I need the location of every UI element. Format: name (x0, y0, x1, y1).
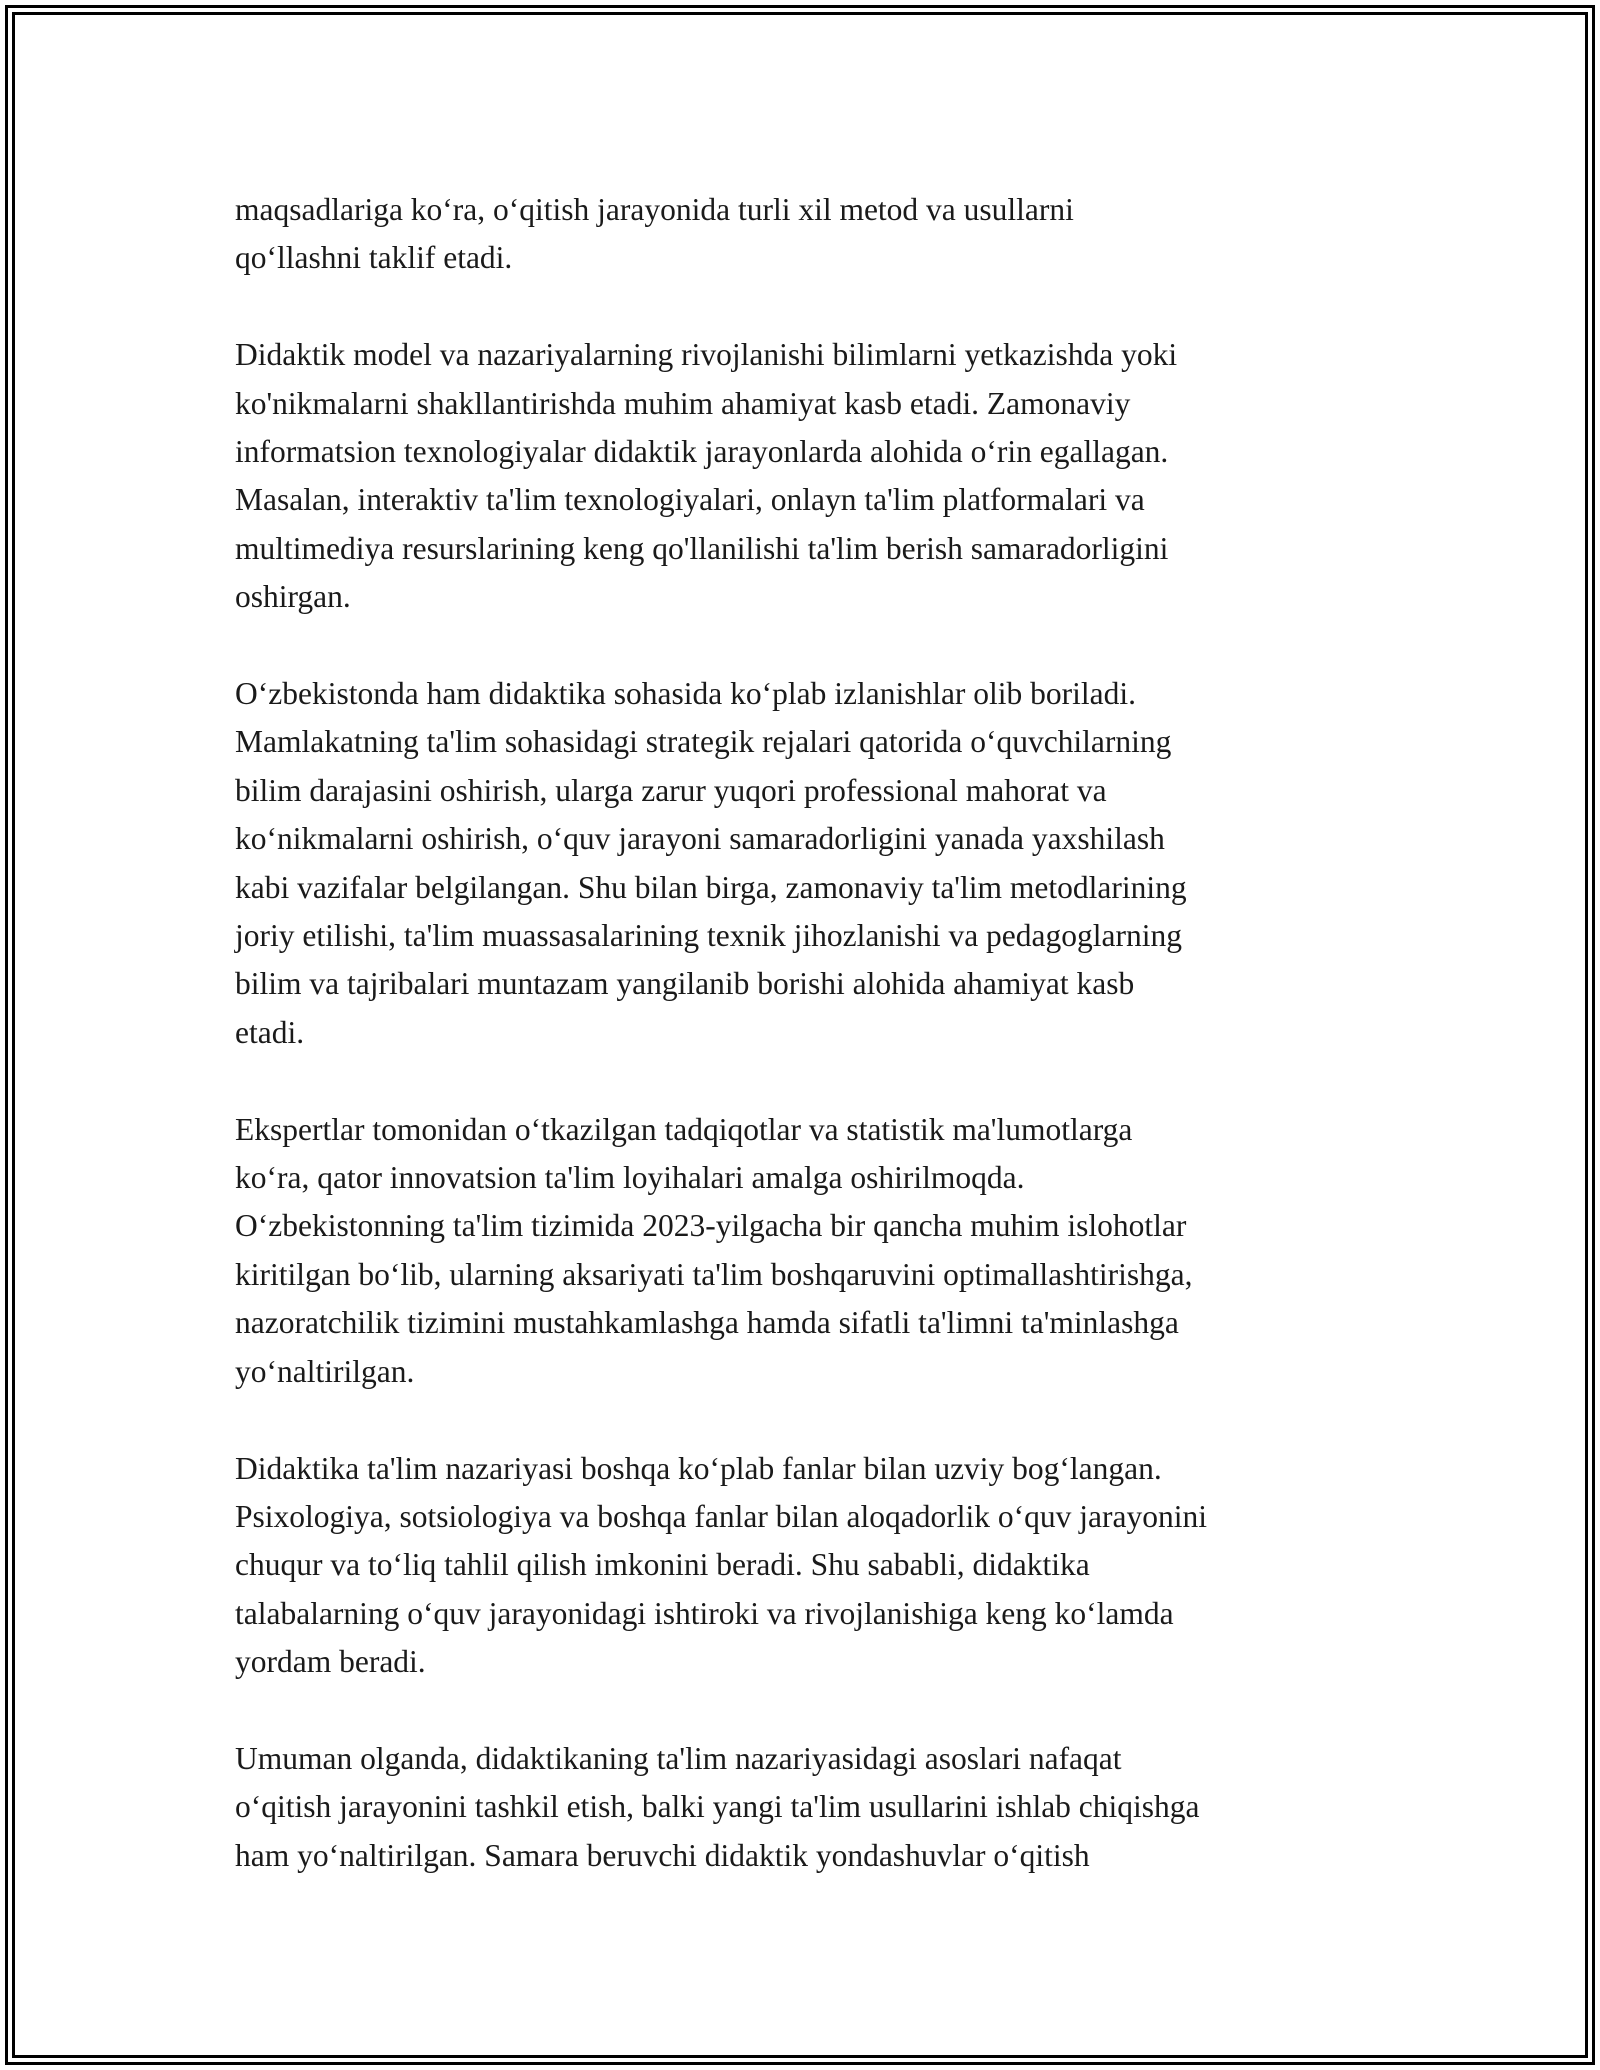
text-line: joriy etilishi, ta'lim muassasalarining texnik jihozlanishi va pedagoglarning (235, 918, 1182, 954)
text-line: Oʻzbekistonda ham didaktika sohasida koʻplab izlanishlar olib boriladi. (235, 676, 1137, 712)
text-line: Mamlakatning ta'lim sohasidagi strategik rejalari qatorida oʻquvchilarning (235, 724, 1172, 760)
text-line: Ekspertlar tomonidan oʻtkazilgan tadqiqotlar va statistik ma'lumotlarga (235, 1111, 1133, 1147)
text-line: bilim darajasini oshirish, ularga zarur yuqori professional mahorat va (235, 772, 1107, 808)
text-line: maqsadlariga koʻra, oʻqitish jarayonida turli xil metod va usullarni (235, 192, 1074, 227)
text-line: talabalarning oʻquv jarayonidagi ishtiroki va rivojlanishiga keng koʻlamda (235, 1595, 1174, 1631)
text-line: koʻnikmalarni oshirish, oʻquv jarayoni samaradorligini yanada yaxshilash (235, 821, 1165, 857)
paragraph-5 (235, 1445, 1395, 1687)
paragraph-4 (235, 1106, 1395, 1396)
text-line: qoʻllashni taklif etadi. (235, 240, 513, 276)
text-line: koʻra, qator innovatsion ta'lim loyihalari amalga oshirilmoqda. (235, 1160, 1025, 1196)
paragraph-1 (235, 186, 1395, 283)
text-line: nazoratchilik tizimini mustahkamlashga hamda sifatli ta'limni ta'minlashga (235, 1305, 1179, 1341)
text-line: kiritilgan boʻlib, ularning aksariyati ta'lim boshqaruvini optimallashtirishga, (235, 1256, 1193, 1292)
text-line: yordam beradi. (235, 1644, 426, 1680)
text-line: yoʻnaltirilgan. (235, 1353, 415, 1389)
text-line: informatsion texnologiyalar didaktik jarayonlarda alohida oʻrin egallagan. (235, 434, 1169, 470)
text-line: Didaktik model va nazariyalarning rivojlanishi bilimlarni yetkazishda yoki (235, 337, 1178, 373)
text-line: oshirgan. (235, 579, 351, 615)
text-line: Psixologiya, sotsiologiya va boshqa fanlar bilan aloqadorlik oʻquv jarayonini (235, 1498, 1207, 1534)
text-line: kabi vazifalar belgilangan. Shu bilan birga, zamonaviy ta'lim metodlarining (235, 869, 1187, 905)
text-line: Umuman olganda, didaktikaning ta'lim nazariyasidagi asoslari nafaqat (235, 1740, 1122, 1776)
text-line: ham yoʻnaltirilgan. Samara beruvchi didaktik yondashuvlar oʻqitish (235, 1837, 1090, 1873)
text-line: oʻqitish jarayonini tashkil etish, balki yangi ta'lim usullarini ishlab chiqishga (235, 1789, 1200, 1825)
document-body (235, 186, 1395, 1929)
text-line: Masalan, interaktiv ta'lim texnologiyalari, onlayn ta'lim platformalari va (235, 482, 1145, 518)
text-line: etadi. (235, 1014, 305, 1050)
text-line: ko'nikmalarni shakllantirishda muhim ahamiyat kasb etadi. Zamonaviy (235, 385, 1131, 421)
text-line: Didaktika ta'lim nazariyasi boshqa koʻplab fanlar bilan uzviy bogʻlangan. (235, 1450, 1162, 1486)
text-line: bilim va tajribalari muntazam yangilanib borishi alohida ahamiyat kasb (235, 966, 1135, 1002)
paragraph-3 (235, 670, 1395, 1057)
paragraph-2 (235, 331, 1395, 621)
paragraph-6 (235, 1735, 1395, 1880)
text-line: multimediya resurslarining keng qo'llanilishi ta'lim berish samaradorligini (235, 530, 1169, 566)
text-line: chuqur va toʻliq tahlil qilish imkonini beradi. Shu sababli, didaktika (235, 1547, 1090, 1583)
text-line: Oʻzbekistonning ta'lim tizimida 2023-yilgacha bir qancha muhim islohotlar (235, 1208, 1187, 1244)
